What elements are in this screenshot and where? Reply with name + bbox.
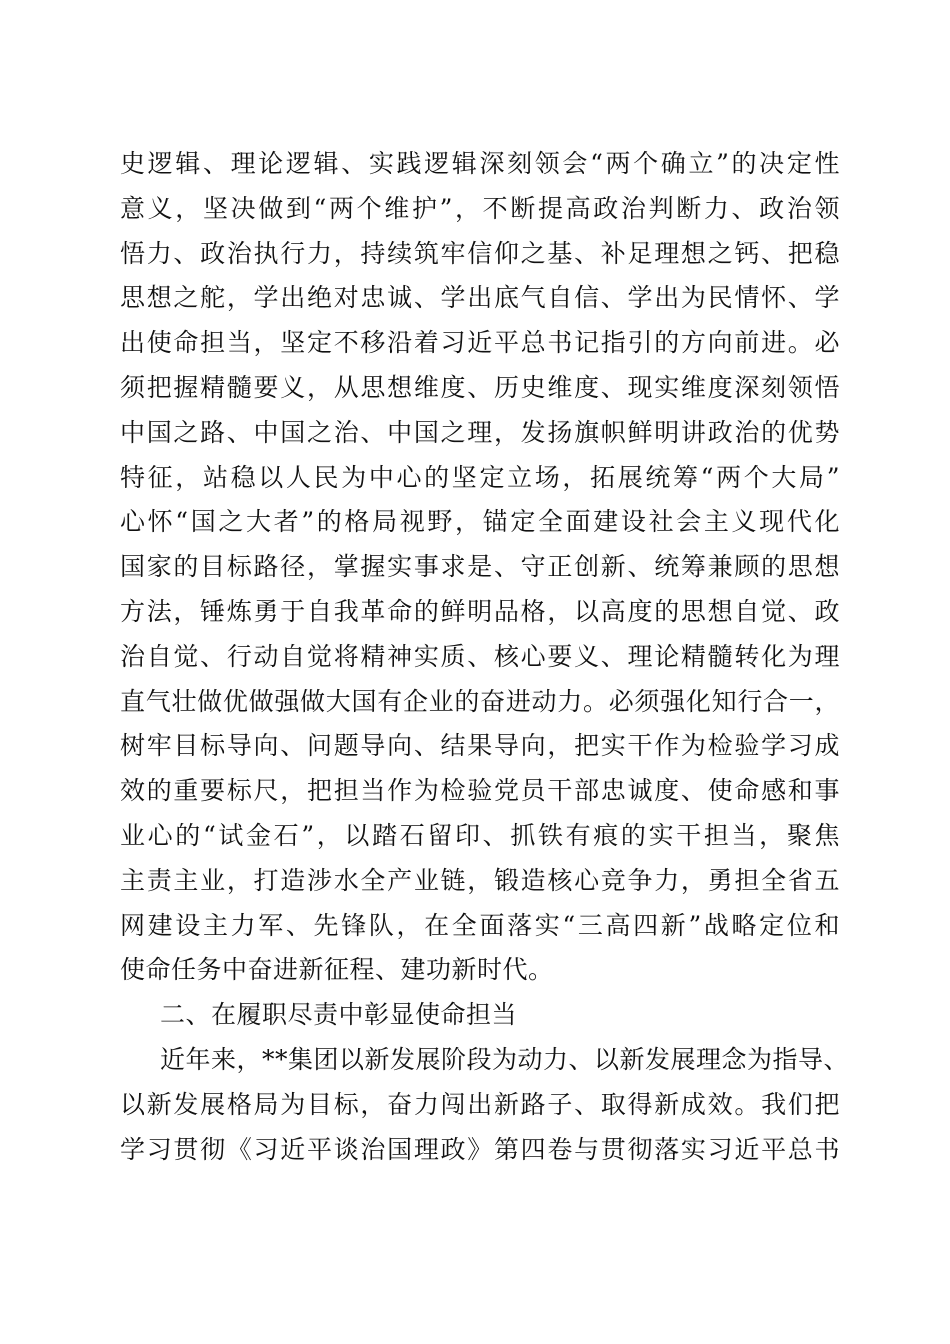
text-line: 直气壮做优做强做大国有企业的奋进动力。必须强化知行合一， xyxy=(120,686,840,716)
text-line: 主责主业，打造涉水全产业链，锻造核心竞争力，勇担全省五 xyxy=(120,865,840,895)
text-line: 史逻辑、理论逻辑、实践逻辑深刻领会“两个确立”的决定性 xyxy=(120,149,840,178)
text-line: 须把握精髓要义，从思想维度、历史维度、现实维度深刻领悟 xyxy=(120,372,840,402)
paragraph-2 xyxy=(120,1038,850,1172)
text-line: 近年来，**集团以新发展阶段为动力、以新发展理念为指导、 xyxy=(160,1044,850,1074)
text-line: 树牢目标导向、问题导向、结果导向，把实干作为检验学习成 xyxy=(120,731,840,761)
text-line: 国家的目标路径，掌握实事求是、守正创新、统筹兼顾的思想 xyxy=(120,552,840,582)
text-line: 效的重要标尺，把担当作为检验党员干部忠诚度、使命感和事 xyxy=(120,776,840,806)
text-line: 中国之路、中国之治、中国之理，发扬旗帜鲜明讲政治的优势 xyxy=(120,417,840,447)
text-line: 治自觉、行动自觉将精神实质、核心要义、理论精髓转化为理 xyxy=(120,641,840,671)
text-line: 悟力、政治执行力，持续筑牢信仰之基、补足理想之钙、把稳 xyxy=(120,238,840,268)
text-line: 以新发展格局为目标，奋力闯出新路子、取得新成效。我们把 xyxy=(120,1089,840,1119)
text-line: 网建设主力军、先锋队，在全面落实“三高四新”战略定位和 xyxy=(120,910,840,940)
text-line: 心怀“国之大者”的格局视野，锚定全面建设社会主义现代化 xyxy=(120,507,840,537)
document-body xyxy=(120,142,850,1172)
text-line: 学习贯彻《习近平谈治国理政》第四卷与贯彻落实习近平总书 xyxy=(120,1134,840,1164)
text-line: 业心的“试金石”，以踏石留印、抓铁有痕的实干担当，聚焦 xyxy=(120,820,840,850)
text-line: 思想之舵，学出绝对忠诚、学出底气自信、学出为民情怀、学 xyxy=(120,283,840,313)
text-line: 意义，坚决做到“两个维护”，不断提高政治判断力、政治领 xyxy=(120,193,840,223)
paragraph-1 xyxy=(120,142,840,993)
text-line: 使命任务中奋进新征程、建功新时代。 xyxy=(120,955,554,985)
section-heading: 二、在履职尽责中彰显使命担当 xyxy=(160,1000,518,1030)
text-line: 方法，锤炼勇于自我革命的鲜明品格，以高度的思想自觉、政 xyxy=(120,596,840,626)
text-line: 特征，站稳以人民为中心的坚定立场，拓展统筹“两个大局” xyxy=(120,462,840,492)
text-line: 出使命担当，坚定不移沿着习近平总书记指引的方向前进。必 xyxy=(120,328,840,358)
